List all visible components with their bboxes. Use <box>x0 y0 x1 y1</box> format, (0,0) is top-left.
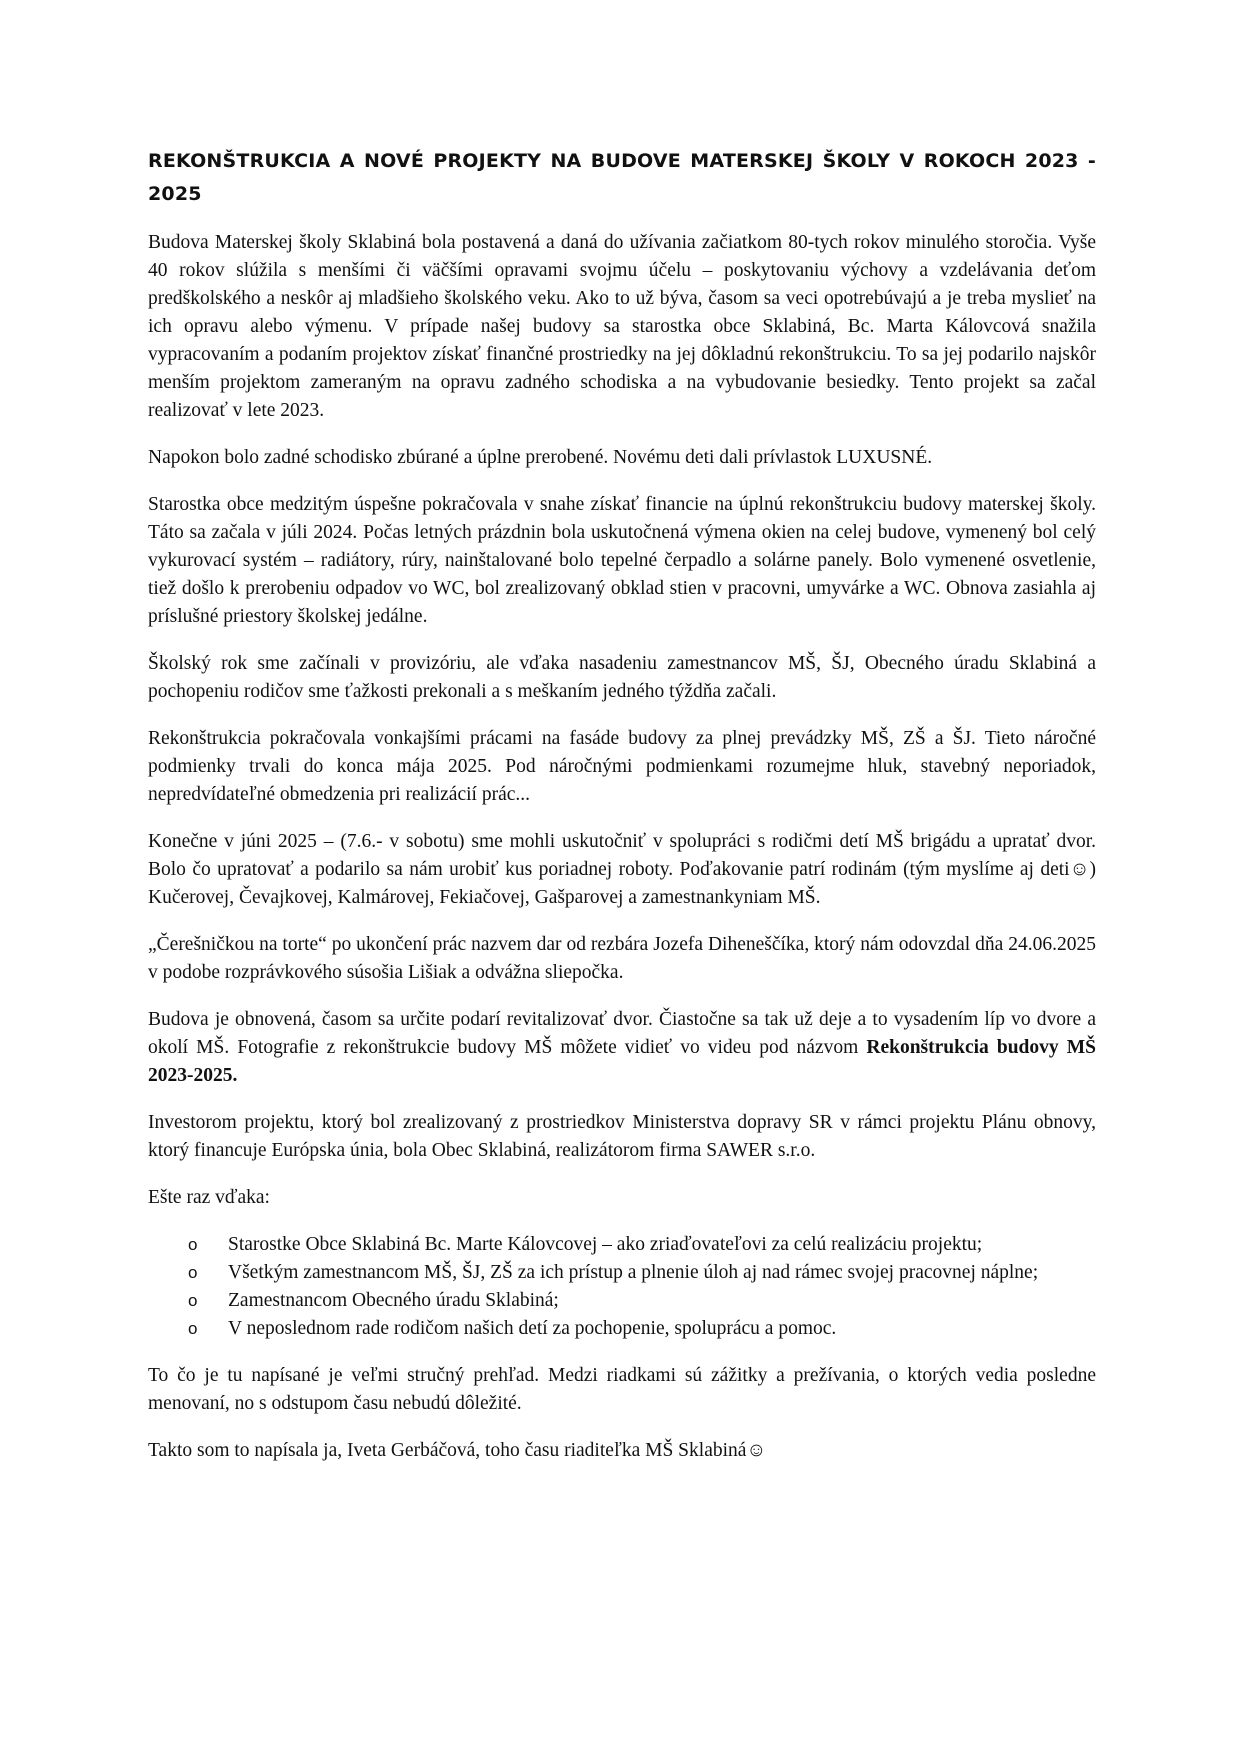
bullet-icon: o <box>188 1263 198 1282</box>
paragraph-revitalization-text: Budova je obnovená, časom sa určite podarí revitalizovať dvor. Čiastočne sa tak už deje a to vysadením líp vo dvore a okolí MŠ. Fotografie z rekonštrukcie budovy MŠ môžete vidieť vo videu pod názvom <box>148 1009 1096 1058</box>
paragraph-signature: Takto som to napísala ja, Iveta Gerbáčová, toho času riaditeľka MŠ Sklabiná☺ <box>148 1440 767 1461</box>
thanks-list <box>148 1231 1096 1343</box>
video-title: Rekonštrukcia budovy MŠ 2023-2025. <box>148 1037 1096 1086</box>
paragraph-brigade: Konečne v júni 2025 – (7.6.- v sobotu) sme mohli uskutočniť v spolupráci s rodičmi detí MŠ brigádu a upratať dvor. Bolo čo upratovať a podarilo sa nám urobiť kus poriadnej roboty. Poďakovanie patrí rodinám (tým myslíme aj deti☺) Kučerovej, Čevajkovej, Kalmárovej, Fekiačovej, Gašparovej a zamestnankyniam MŠ. <box>148 831 1096 908</box>
paragraph-gift: „Čerešničkou na torte“ po ukončení prác nazvem dar od rezbára Jozefa Diheneščíka, ktorý nám odovzdal dňa 24.06.2025 v podobe rozprávkového súsošia Lišiak a odvážna sliepočka. <box>148 934 1096 983</box>
paragraph-summary: To čo je tu napísané je veľmi stručný prehľad. Medzi riadkami sú zážitky a prežívania, o ktorých vedia posledne menovaní, no s odstupom času nebudú dôležité. <box>148 1365 1096 1414</box>
bullet-icon: o <box>188 1235 198 1254</box>
paragraph-school-year: Školský rok sme začínali v provizóriu, ale vďaka nasadeniu zamestnancov MŠ, ŠJ, Obecného úradu Sklabiná a pochopeniu rodičov sme ťažkosti prekonali a s meškaním jedného týždňa začali. <box>148 653 1096 702</box>
paragraph-reconstruction: Starostka obce medzitým úspešne pokračovala v snahe získať financie na úplnú rekonštrukciu budovy materskej školy. Táto sa začala v júli 2024. Počas letných prázdnin bola uskutočnená výmena okien na celej budove, vymenený bol celý vykurovací systém – radiátory, rúry, nainštalované bolo tepelné čerpadlo a solárne panely. Bolo vymenené osvetlenie, tiež došlo k prerobeniu odpadov vo WC, bol zrealizovaný obklad stien v pracovni, umyvárke a WC. Obnova zasiahla aj príslušné priestory školskej jedálne. <box>148 494 1096 627</box>
bullet-icon: o <box>188 1319 198 1338</box>
list-item-text: V neposlednom rade rodičom našich detí za pochopenie, spoluprácu a pomoc. <box>228 1318 837 1339</box>
paragraph-facade: Rekonštrukcia pokračovala vonkajšími prácami na fasáde budovy za plnej prevádzky MŠ, ZŠ a ŠJ. Tieto náročné podmienky trvali do konca mája 2025. Pod náročnými podmienkami rozumejme hluk, stavebný neporiadok, nepredvídateľné obmedzenia pri realizácií prác... <box>148 728 1096 805</box>
bullet-icon: o <box>188 1291 198 1310</box>
list-item-text: Starostke Obce Sklabiná Bc. Marte Kálovcovej – ako zriaďovateľovi za celú realizáciu projektu; <box>228 1234 983 1255</box>
list-item <box>188 1259 1096 1287</box>
paragraph-investor: Investorom projektu, ktorý bol zrealizovaný z prostriedkov Ministerstva dopravy SR v rámci projektu Plánu obnovy, ktorý financuje Európska únia, bola Obec Sklabiná, realizátorom firma SAWER s.r.o. <box>148 1112 1096 1161</box>
paragraph-staircase: Napokon bolo zadné schodisko zbúrané a úplne prerobené. Novému deti dali prívlastok LUXUSNÉ. <box>148 447 933 468</box>
list-item-text: Všetkým zamestnancom MŠ, ŠJ, ZŠ za ich prístup a plnenie úloh aj nad rámec svojej pracovnej náplne; <box>228 1262 1039 1283</box>
list-item <box>188 1315 1096 1343</box>
paragraph-building-history: Budova Materskej školy Sklabiná bola postavená a daná do užívania začiatkom 80-tych rokov minulého storočia. Vyše 40 rokov slúžila s menšími či väčšími opravami svojmu účelu – poskytovaniu výchovy a vzdelávania deťom predškolského a neskôr aj mladšieho školského veku. Ako to už býva, časom sa veci opotrebúvajú a je treba myslieť na ich opravu alebo výmenu. V prípade našej budovy sa starostka obce Sklabiná, Bc. Marta Kálovcová snažila vypracovaním a podaním projektov získať finančné prostriedky na jej dôkladnú rekonštrukciu. To sa jej podarilo najskôr menším projektom zameraným na opravu zadného schodiska a na vybudovanie besiedky. Tento projekt sa začal realizovať v lete 2023. <box>148 232 1096 421</box>
paragraph-revitalization <box>148 1006 1096 1090</box>
list-item <box>188 1287 1096 1315</box>
document-page <box>148 145 1096 1484</box>
list-item <box>188 1231 1096 1259</box>
document-title: REKONŠTRUKCIA A NOVÉ PROJEKTY NA BUDOVE MATERSKEJ ŠKOLY V ROKOCH 2023 - 2025 <box>148 150 1096 205</box>
list-item-text: Zamestnancom Obecného úradu Sklabiná; <box>228 1290 559 1311</box>
paragraph-thanks-intro: Ešte raz vďaka: <box>148 1187 270 1208</box>
